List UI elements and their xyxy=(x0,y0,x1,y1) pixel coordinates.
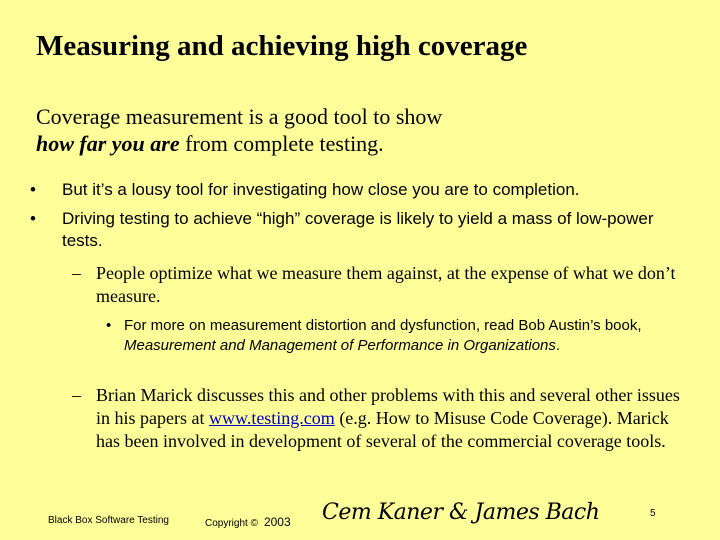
sub-sub-bullet-item xyxy=(106,316,666,356)
slide-subtitle xyxy=(36,103,696,157)
page-number: 5 xyxy=(650,508,656,519)
book-title: Measurement and Management of Performance in Organizations xyxy=(124,337,556,354)
bullet-text: But it’s a lousy tool for investigating how close you are to completion. xyxy=(62,180,580,199)
bullet-marker: • xyxy=(106,317,112,334)
bullet-item xyxy=(30,179,680,201)
copyright-label: Copyright © xyxy=(205,518,258,529)
sub-bullet-item xyxy=(72,262,682,308)
bullet-text: Driving testing to achieve “high” coverage is likely to yield a mass of low-power tests. xyxy=(62,209,654,250)
sub-bullet-text: Brian Marick discusses this and other problems with this and several other issues in his papers at xyxy=(96,385,680,428)
footer-copyright xyxy=(205,515,291,529)
subtitle-emphasis: how far you are xyxy=(36,131,180,156)
slide-title: Measuring and achieving high coverage xyxy=(36,30,528,62)
sub-bullet-text-end: (e.g. How to Misuse Code Coverage). Marick has been involved in development of several of the commercial coverage tools. xyxy=(96,408,669,451)
sub-bullet-item xyxy=(72,384,682,453)
bullet-item xyxy=(30,208,680,252)
dash-marker: – xyxy=(72,385,81,405)
bullet-marker: • xyxy=(30,209,36,228)
dash-marker: – xyxy=(72,263,81,283)
subtitle-text-2: from complete testing. xyxy=(179,131,384,156)
subtitle-text-1: Coverage measurement is a good tool to show xyxy=(36,104,443,129)
sub-bullet-text: People optimize what we measure them against, at the expense of what we don’t measure. xyxy=(96,263,676,306)
bullet-marker: • xyxy=(30,180,36,199)
sub-sub-bullet-end: . xyxy=(555,337,561,354)
footer-course-title: Black Box Software Testing xyxy=(48,515,169,526)
testing-com-link[interactable]: www.testing.com xyxy=(208,408,335,428)
author-signature: Cem Kaner & James Bach xyxy=(322,500,600,525)
copyright-year: 2003 xyxy=(263,515,291,529)
sub-sub-bullet-text: For more on measurement distortion and dysfunction, read Bob Austin’s book, xyxy=(124,317,642,334)
